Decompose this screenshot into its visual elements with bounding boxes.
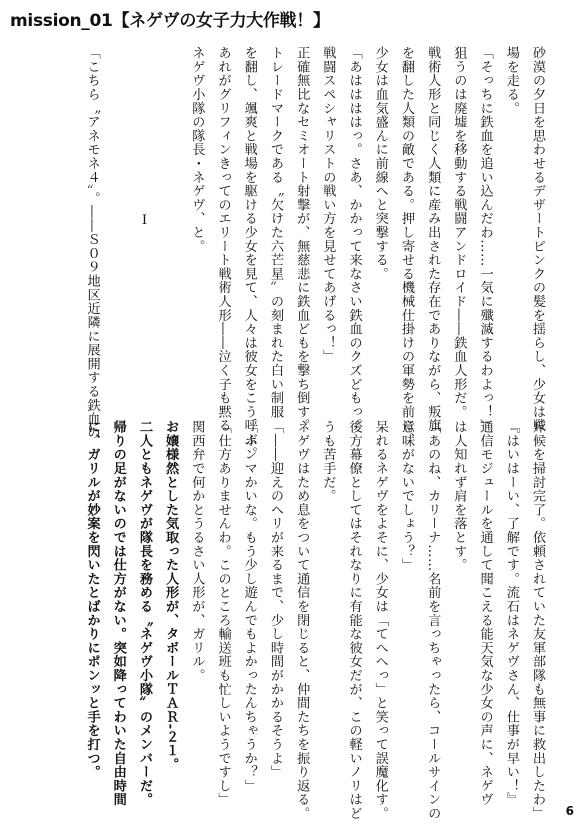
text-line: 二人ともネゲヴが隊長を務める〝ネゲヴ小隊〟のメンバーだ。 [136, 420, 152, 807]
text-line: 正確無比なセミオート射撃が、無慈悲に鉄血どもを撃ち倒す。 [294, 46, 310, 433]
text-line: を翻した人類の敵である。押し寄せる機械仕掛けの軍勢を前に、 [398, 46, 414, 447]
text-line: 「こちら〝アネモネ４〟。――Ｓ０９地区近隣に展開する鉄血の [84, 46, 100, 440]
text-line: に、ガリルが妙案を閃いたとばかりにポンッと手を打つ。 [84, 420, 100, 779]
text-line: を翻し、颯爽と戦場を駆ける少女を見て、人々は彼女をこう呼ぶ。 [241, 46, 257, 460]
text-line: 後方幕僚としてはそれなりに有能な彼女だが、この軽いノリはど [346, 420, 362, 821]
page-header: mission_01【ネゲヴの女子力大作戦！】 [10, 11, 330, 31]
text-line: 呆れるネゲヴをよそに、少女は「てへへっ」と笑って誤魔化す。 [372, 420, 388, 821]
text-line: 「あのね、カリーナ……名前を言っちゃったら、コールサインの [425, 420, 441, 821]
text-line: 少女は血気盛んに前線へと突撃する。 [372, 46, 388, 281]
page-number: 6 [565, 804, 574, 818]
text-line: うも苦手だ。 [320, 420, 336, 503]
text-line: 帰りの足がないのでは仕方がない。突如降ってわいた自由時間 [110, 420, 126, 807]
text-line: お嬢様然とした気取った人形が、タボールＴＡＲ‐２１。 [163, 420, 179, 772]
text-line: 意味がないでしょう？」 [398, 420, 414, 572]
text-line: 戦術人形と同じく人類に産み出された存在でありながら、叛旗 [425, 46, 441, 433]
text-line: 『はいはーい、了解です。流石はネゲヴさん、仕事が早い！』 [503, 420, 519, 807]
text-line [105, 46, 131, 396]
text-line: あれがグリフィンきってのエリート戦術人形――泣く子も黙る [215, 46, 231, 433]
text-line: 戦闘スペシャリストの戦い方を見せてあげるっ！」 [320, 46, 336, 364]
text-block-bottom [78, 420, 550, 821]
text-line: 場を走る。 [503, 46, 519, 115]
text-line: 砂漠の夕日を思わせるデザートピンクの髪を揺らし、少女は戦 [530, 46, 545, 433]
text-line: ネゲヴはため息をついて通信を閉じると、仲間たちを振り返る。 [294, 420, 310, 821]
text-line: 「あははははっ。さあ、かかって来なさい鉄血のクズどもっ。 [346, 46, 362, 433]
text-line: トレードマークである〝欠けた六芒星〟の刻まれた白い制服 [267, 46, 283, 419]
text-line [157, 46, 183, 396]
text-line: ネゲヴ小隊の隊長・ネゲヴ、と。 [189, 46, 205, 253]
text-line: 「――迎えのヘリが来るまで、少し時間がかかるそうよ」 [267, 420, 283, 779]
text-line: 関西弁で何かとうるさい人形が、ガリル。 [189, 420, 205, 683]
text-line: 「そっちに鉄血を追い込んだわ……一気に殲滅するわよっ！」 [477, 46, 493, 433]
text-line: 狙うのは廃墟を移動する戦闘アンドロイド――鉄血人形だ。 [451, 46, 467, 419]
text-line: は人知れず肩を落とす。 [451, 420, 467, 572]
text-line: 通信モジュールを通して聞こえる能天気な少女の声に、ネゲヴ [477, 420, 493, 807]
text-block-top [78, 46, 550, 460]
text-line: 斥候を掃討完了。依頼されていた友軍部隊も無事に救出したわ」 [530, 420, 545, 821]
text-line: 「仕方ありませんわ。このところ輸送班も忙しいようですし」 [215, 420, 231, 807]
text-line: 「ホンマかいな。もう少し遊んでもよかったんちゃうか？」 [241, 420, 257, 793]
text-line: Ⅰ [136, 213, 152, 229]
